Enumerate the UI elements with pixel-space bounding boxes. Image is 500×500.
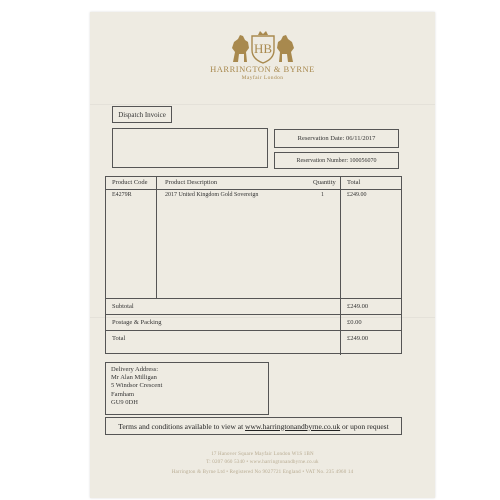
invoice-paper xyxy=(90,12,435,498)
header-quantity: Quantity xyxy=(313,179,336,186)
address-line: 5 Windsor Crescent xyxy=(111,382,163,390)
terms-suffix: or upon request xyxy=(342,421,389,431)
header-product-code: Product Code xyxy=(112,179,148,186)
subtotal-label: Subtotal xyxy=(112,303,134,310)
address-line: Farnham xyxy=(111,390,135,398)
address-heading: Delivery Address: xyxy=(111,366,159,373)
table-row xyxy=(106,190,401,200)
dispatch-invoice-label: Dispatch Invoice xyxy=(112,106,172,123)
fold-line xyxy=(90,104,435,105)
header-product-description: Product Description xyxy=(165,179,218,186)
table-header xyxy=(106,177,401,190)
reservation-date: Reservation Date: 06/11/2017 xyxy=(274,129,399,148)
row-total: £249.00 xyxy=(347,192,367,198)
footer-contact: T: 0207 060 5340 • www.harringtonandbyrne.co.uk xyxy=(206,460,319,465)
address-line: Mr Alan Milligan xyxy=(111,374,157,382)
product-table xyxy=(105,176,402,354)
brand-name: HARRINGTON & BYRNE xyxy=(210,64,315,74)
reservation-number: Reservation Number: 100056070 xyxy=(274,152,399,169)
brand-logo xyxy=(90,30,435,81)
terms-box xyxy=(105,417,402,435)
subtotal-value: £249.00 xyxy=(347,303,369,310)
row-description: 2017 United Kingdom Gold Sovereign xyxy=(165,192,259,198)
postage-row xyxy=(106,315,401,331)
total-row xyxy=(106,331,401,346)
postage-value: £0.00 xyxy=(347,319,362,326)
blank-box xyxy=(112,128,268,168)
total-label: Total xyxy=(112,335,126,342)
header-total: Total xyxy=(347,179,361,186)
terms-prefix: Terms and conditions available to view at xyxy=(118,421,244,431)
address-line: GU9 0DH xyxy=(111,398,138,406)
terms-link[interactable]: www.harringtonandbyrne.co.uk xyxy=(245,421,341,431)
delivery-address xyxy=(105,362,269,415)
footer-address: 17 Hanover Square Mayfair London W1S 1BN xyxy=(211,452,314,457)
postage-label: Postage & Packing xyxy=(112,319,162,326)
row-quantity: 1 xyxy=(321,192,324,198)
crest-icon xyxy=(227,30,299,64)
footer-registration: Harrington & Byrne Ltd • Registered No 9027721 England • VAT No. 235 4960 14 xyxy=(171,470,354,475)
brand-location: Mayfair London xyxy=(241,75,284,81)
totals-section xyxy=(106,298,401,356)
row-code: E4279R xyxy=(112,192,132,198)
monogram: HB xyxy=(253,41,272,56)
subtotal-row xyxy=(106,299,401,315)
total-value: £249.00 xyxy=(347,335,369,342)
